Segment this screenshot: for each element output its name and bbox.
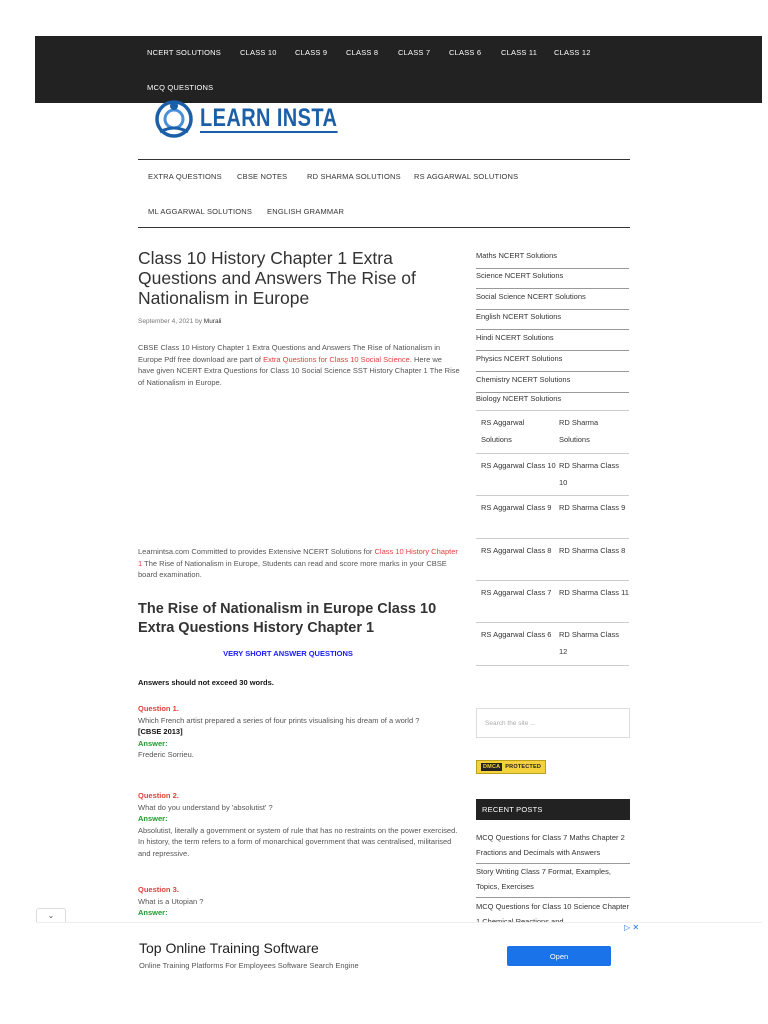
sidebar-link[interactable]: Maths NCERT Solutions xyxy=(476,248,629,269)
grid-link[interactable]: RD Sharma Class 8 xyxy=(559,546,626,555)
question-text: What is a Utopian ? xyxy=(138,896,204,906)
ad-open-button[interactable]: Open xyxy=(507,946,611,966)
sidebar-link[interactable]: English NCERT Solutions xyxy=(476,309,629,330)
article-by: by xyxy=(195,318,202,325)
collapse-ad-button[interactable]: ⌄ xyxy=(36,908,66,922)
dmca-badge[interactable] xyxy=(476,760,546,774)
divider xyxy=(476,580,629,581)
divider xyxy=(476,495,629,496)
ad-close-icon[interactable]: ▷ ✕ xyxy=(624,923,640,932)
recent-post-link[interactable]: Story Writing Class 7 Format, Examples, Topics, Exercises xyxy=(476,864,630,898)
answer-label: Answer: xyxy=(138,738,168,748)
nav-class-11[interactable]: CLASS 11 xyxy=(501,48,538,57)
recent-post-link[interactable]: MCQ Questions for Class 10 Science Chapter xyxy=(476,902,629,911)
dmca-protected-label: PROTECTED xyxy=(505,764,542,770)
subnav-extra-questions[interactable]: EXTRA QUESTIONS xyxy=(148,172,222,181)
site-logo[interactable] xyxy=(152,98,372,140)
class10-history-link[interactable]: Class 10 History Chapter 1 xyxy=(138,547,458,568)
nav-ncert-solutions[interactable]: NCERT SOLUTIONS xyxy=(147,48,221,57)
nav-class-7[interactable]: CLASS 7 xyxy=(398,48,431,57)
nav-mcq-questions[interactable]: MCQ QUESTIONS xyxy=(147,83,214,92)
divider xyxy=(138,227,630,228)
dmca-label: DMCA xyxy=(482,764,501,770)
grid-link[interactable]: RS Aggarwal Class 7 xyxy=(481,588,552,597)
section-heading: The Rise of Nationalism in Europe Class 10 Extra Questions History Chapter 1 xyxy=(138,601,437,636)
grid-link[interactable]: RS Aggarwal Solutions xyxy=(481,418,525,444)
question-tag: [CBSE 2013] xyxy=(138,727,183,736)
article-title: Class 10 History Chapter 1 Extra Questions and Answers The Rise of Nationalism in Europe xyxy=(138,248,416,308)
subnav-rs-aggarwal[interactable]: RS AGGARWAL SOLUTIONS xyxy=(414,172,519,181)
article-meta xyxy=(138,318,222,325)
nav-class-8[interactable]: CLASS 8 xyxy=(346,48,379,57)
grid-link[interactable]: RS Aggarwal Class 9 xyxy=(481,503,552,512)
sidebar-link[interactable]: Chemistry NCERT Solutions xyxy=(476,372,629,393)
recent-posts-title: RECENT POSTS xyxy=(476,799,630,820)
divider xyxy=(476,665,629,666)
grid-link[interactable]: RD Sharma Solutions xyxy=(559,418,599,444)
nav-class-12[interactable]: CLASS 12 xyxy=(554,48,591,57)
article-date: September 4, 2021 xyxy=(138,318,194,325)
nav-class-6[interactable]: CLASS 6 xyxy=(449,48,482,57)
question-label: Question 1. xyxy=(138,704,179,713)
subnav-rd-sharma[interactable]: RD SHARMA SOLUTIONS xyxy=(307,172,401,181)
recent-post-link[interactable]: MCQ Questions for Class 7 Maths Chapter 2 Fractions and Decimals with Answers xyxy=(476,830,630,864)
question-text: What do you understand by 'absolutist' ? xyxy=(138,802,273,812)
grid-link[interactable]: RD Sharma Class 10 xyxy=(559,461,620,487)
divider xyxy=(476,453,629,454)
subnav-english-grammar[interactable]: ENGLISH GRAMMAR xyxy=(267,207,345,216)
divider xyxy=(138,159,630,160)
answer-note: Answers should not exceed 30 words. xyxy=(138,678,274,687)
article-paragraph: Learnintsa.com Committed to provides Extensive NCERT Solutions for Class 10 History Chapter 1 The Rise of Nationalism in Europe, Students can read and score more marks in your CBSE board examination. xyxy=(138,547,458,579)
grid-link[interactable]: RD Sharma Class 11 xyxy=(559,588,629,597)
grid-link[interactable]: RS Aggarwal Class 6 xyxy=(481,630,552,639)
article-intro: CBSE Class 10 History Chapter 1 Extra Questions and Answers The Rise of Nationalism in Europe Pdf free download are part of Extra Questions for Class 10 Social Science. Here we have given NCERT Extra Questions for Class 10 Social Science SST History Chapter 1 The Rise of Nationalism in Europe. xyxy=(138,343,460,387)
extra-questions-link[interactable]: Extra Questions for Class 10 Social Science xyxy=(263,354,410,364)
divider xyxy=(476,622,629,623)
sidebar-link[interactable]: Social Science NCERT Solutions xyxy=(476,289,629,310)
nav-class-9[interactable]: CLASS 9 xyxy=(295,48,328,57)
divider xyxy=(476,410,629,411)
divider xyxy=(476,538,629,539)
answer-label: Answer: xyxy=(138,814,168,823)
sidebar-link[interactable]: Science NCERT Solutions xyxy=(476,268,629,289)
grid-link[interactable]: RD Sharma Class 12 xyxy=(559,630,620,656)
ad-subtitle: Online Training Platforms For Employees Software Search Engine xyxy=(139,961,359,970)
grid-link[interactable]: RS Aggarwal Class 10 xyxy=(481,461,556,470)
nav-class-10[interactable]: CLASS 10 xyxy=(240,48,277,57)
logo-swirl-icon xyxy=(152,98,196,140)
article-author[interactable]: Murali xyxy=(203,318,222,325)
question-block xyxy=(138,884,460,919)
question-label: Question 3. xyxy=(138,885,179,894)
subnav-ml-aggarwal[interactable]: ML AGGARWAL SOLUTIONS xyxy=(148,207,253,216)
question-text: Which French artist prepared a series of four prints visualising his dream of a world ? xyxy=(138,715,420,725)
question-label: Question 2. xyxy=(138,791,179,800)
sidebar-link[interactable]: Physics NCERT Solutions xyxy=(476,351,629,372)
ad-title[interactable]: Top Online Training Software xyxy=(139,940,319,956)
subnav-cbse-notes[interactable]: CBSE NOTES xyxy=(237,172,288,181)
answer-text: Frederic Sorrieu. xyxy=(138,750,194,759)
sidebar-link[interactable]: Biology NCERT Solutions xyxy=(476,394,562,403)
answer-label: Answer: xyxy=(138,908,168,917)
grid-link[interactable]: RS Aggarwal Class 8 xyxy=(481,546,552,555)
question-block xyxy=(138,703,460,761)
section-label: VERY SHORT ANSWER QUESTIONS xyxy=(223,649,353,658)
answer-text: Absolutist, literally a government or system of rule that has no restraints on the power exercised. In history, the term refers to a form of monarchical government that was centralised, militarised and repressive. xyxy=(138,825,458,858)
logo-text: LEARN INSTA xyxy=(200,104,338,132)
top-navigation xyxy=(35,36,762,103)
grid-link[interactable]: RD Sharma Class 9 xyxy=(559,503,626,512)
question-block xyxy=(138,790,460,859)
search-input[interactable]: Search the site ... xyxy=(476,708,630,738)
sidebar-link[interactable]: Hindi NCERT Solutions xyxy=(476,330,629,351)
